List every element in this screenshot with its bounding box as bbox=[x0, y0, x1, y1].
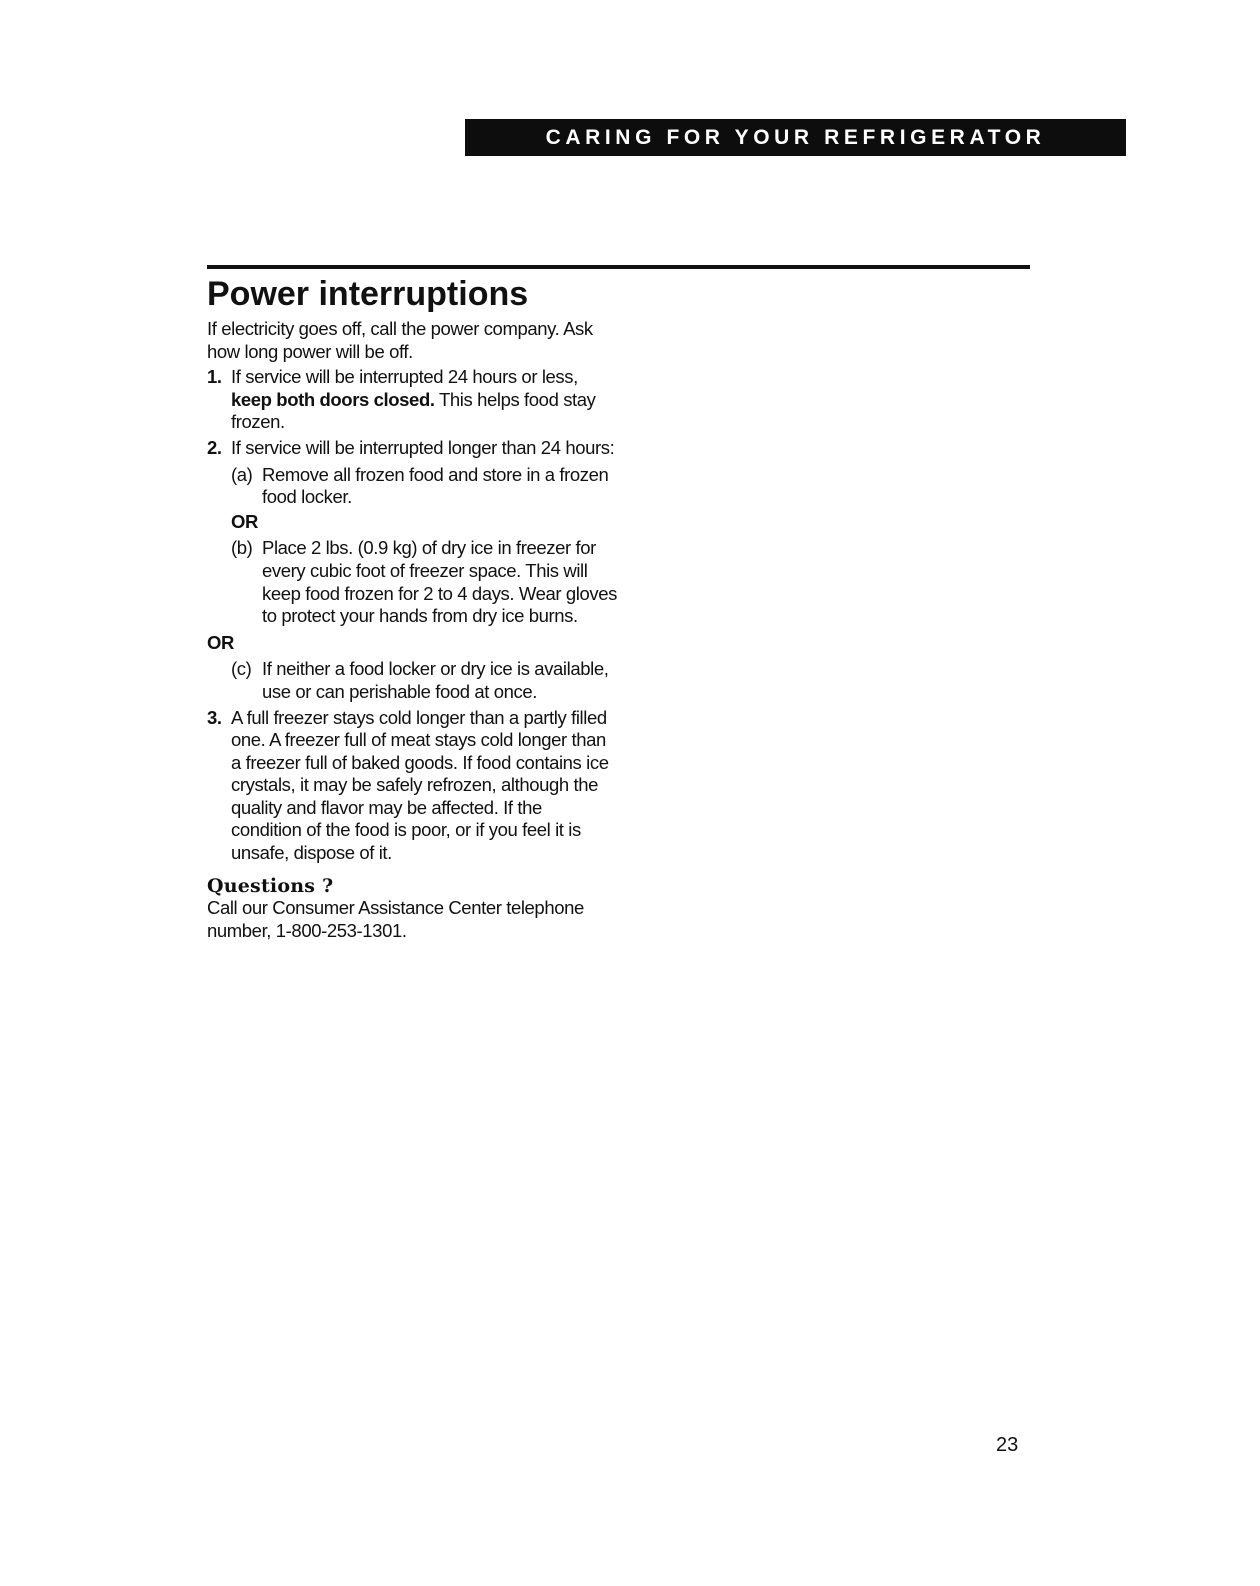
sub-item-label: (b) bbox=[231, 537, 253, 559]
sub-item-text: Place 2 lbs. (0.9 kg) of dry ice in freezer for every cubic foot of freezer space. This will keep food frozen for 2 to 4 days. Wear gloves to protect your hands from dry ice burns. bbox=[262, 537, 617, 627]
list-item-2 bbox=[207, 437, 617, 628]
list-item-3 bbox=[207, 707, 617, 865]
sub-item-text: If neither a food locker or dry ice is available, use or can perishable food at once. bbox=[262, 658, 609, 702]
item-body bbox=[231, 437, 617, 628]
section-header-bar bbox=[465, 119, 1126, 156]
item-emphasis: keep both doors closed. bbox=[231, 388, 435, 410]
sub-item-b bbox=[231, 537, 617, 627]
page-number: 23 bbox=[996, 1434, 1019, 1456]
sub-item-label: (a) bbox=[231, 463, 253, 485]
intro-paragraph: If electricity goes off, call the power company. Ask how long power will be off. bbox=[207, 318, 593, 362]
title-divider bbox=[207, 265, 1030, 269]
main-content bbox=[207, 274, 617, 942]
item-text: A full freezer stays cold longer than a partly filled one. A freezer full of meat stays cold longer than a freezer full of baked goods. If food contains ice crystals, it may be safely refrozen, although the quality and flavor may be affected. If the condition of the food is poor, or if you feel it is unsafe, dispose of it. bbox=[231, 706, 609, 864]
item-text: If service will be interrupted longer than 24 hours: bbox=[231, 436, 615, 458]
sub-item-label: (c) bbox=[231, 658, 252, 680]
sub-item-a bbox=[231, 464, 617, 509]
sub-item-text: Remove all frozen food and store in a frozen food locker. bbox=[262, 463, 609, 508]
item-number: 1. bbox=[207, 366, 222, 388]
questions-text: Call our Consumer Assistance Center telephone number, 1-800-253-1301. bbox=[207, 897, 584, 941]
sub-item-c bbox=[231, 658, 617, 703]
section-title: CARING FOR YOUR REFRIGERATOR bbox=[545, 125, 1046, 149]
questions-heading: Questions ? bbox=[207, 874, 334, 897]
item-number: 2. bbox=[207, 436, 222, 458]
or-separator: OR bbox=[231, 510, 258, 532]
or-separator: OR bbox=[207, 631, 234, 653]
item-text bbox=[231, 366, 617, 434]
item-number: 3. bbox=[207, 706, 222, 728]
list-item-1 bbox=[207, 366, 617, 434]
item-text-part: If service will be interrupted 24 hours or less, bbox=[231, 366, 578, 388]
item-text-part: This helps food stay frozen. bbox=[231, 388, 596, 433]
page-title: Power interruptions bbox=[207, 275, 529, 313]
